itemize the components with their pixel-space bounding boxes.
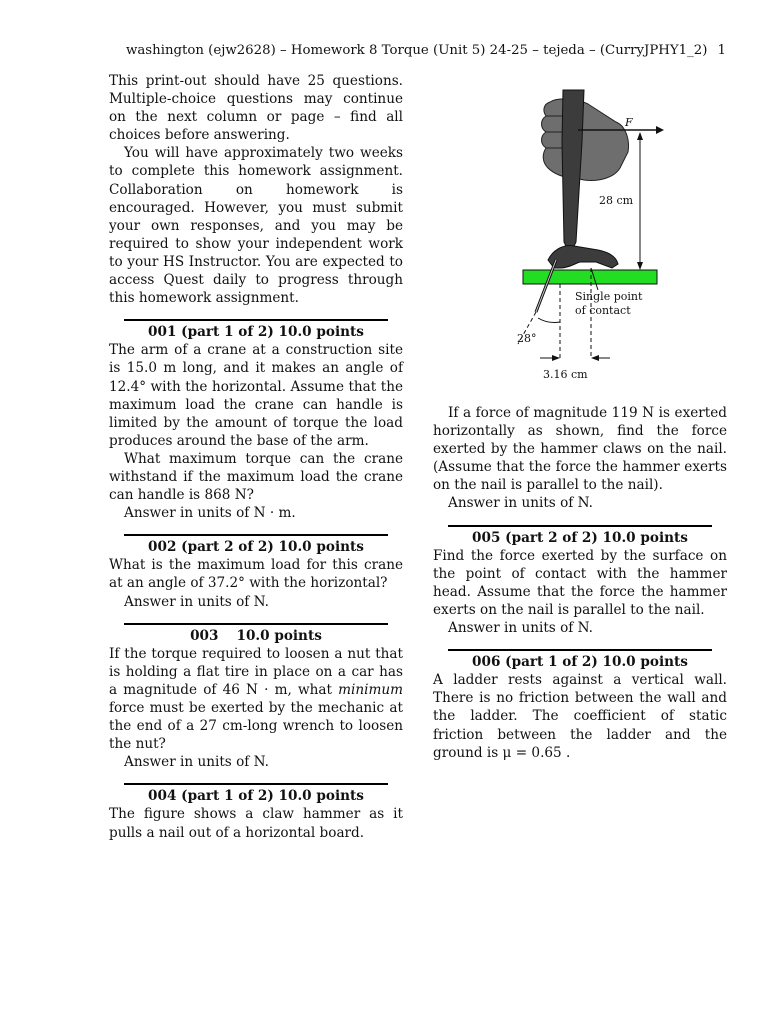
hammer-head — [548, 246, 618, 268]
question-003-text: If the torque required to loosen a nut that is holding a flat tire in place on a car has a magnitude of 46 N · m, what minimum force must be exerted by the mechanic at the end of a 27 cm-long wrench to loosen the nut? — [109, 645, 403, 753]
question-001-header: 001 (part 1 of 2) 10.0 points — [124, 319, 388, 341]
left-column — [109, 72, 403, 842]
question-003-header — [124, 623, 388, 645]
force-label: F — [625, 116, 633, 129]
hand-shape — [542, 99, 629, 181]
hammer-diagram — [488, 82, 668, 382]
angle-label: 28° — [517, 332, 537, 345]
question-004-text: The figure shows a claw hammer as it pulls a nail out of a horizontal board. — [109, 806, 403, 841]
question-003-answer-units: Answer in units of N. — [124, 754, 269, 771]
distance-label: 3.16 cm — [543, 368, 588, 381]
page-header — [126, 42, 726, 60]
question-003-number: 003 — [190, 627, 219, 644]
intro-paragraph-1: This print-out should have 25 questions. Multiple-choice questions may continue on the next column or page – find all choices before answering. — [109, 73, 403, 144]
question-005-header: 005 (part 2 of 2) 10.0 points — [448, 525, 712, 547]
hammer-handle — [562, 90, 584, 250]
question-004-answer-units: Answer in units of N. — [448, 495, 593, 512]
question-004-header: 004 (part 1 of 2) 10.0 points — [124, 783, 388, 805]
contact-label-line-2: of contact — [575, 304, 631, 317]
question-002-header: 002 (part 2 of 2) 10.0 points — [124, 534, 388, 556]
question-003-points: 10.0 points — [236, 627, 322, 644]
contact-label-line-1: Single point — [575, 290, 643, 303]
question-006-header: 006 (part 1 of 2) 10.0 points — [448, 649, 712, 671]
board — [523, 270, 657, 284]
question-004-prompt: If a force of magnitude 119 N is exerted horizontally as shown, find the force exerted by the hammer claws on the nail. (Assume that the force the hammer exerts on the nail is parallel to the nail). — [433, 405, 727, 494]
question-002-answer-units: Answer in units of N. — [124, 593, 269, 610]
emphasis-minimum: minimum — [338, 681, 403, 698]
question-006-text: A ladder rests against a vertical wall. There is no friction between the wall and the ladder. The coefficient of static friction between the ladder and the ground is μ = 0.65 . — [433, 672, 727, 761]
right-column — [433, 82, 727, 762]
question-001-answer-units: Answer in units of N · m. — [124, 505, 296, 522]
question-001-prompt: What maximum torque can the crane withstand if the maximum load the crane can handle is 868 N? — [109, 450, 403, 504]
question-002-text: What is the maximum load for this crane at an angle of 37.2° with the horizontal? — [109, 557, 403, 592]
page-number: 1 — [717, 43, 726, 58]
question-005-answer-units: Answer in units of N. — [448, 620, 593, 637]
question-001-text: The arm of a crane at a construction site is 15.0 m long, and it makes an angle of 12.4° with the horizontal. Assume that the maximum load the crane can handle is limited by the amount of torque the load produces around the base of the arm. — [109, 342, 403, 449]
header-title: washington (ejw2628) – Homework 8 Torque (Unit 5) 24-25 – tejeda – (CurryJPHY1_2) — [126, 43, 708, 58]
question-005-text: Find the force exerted by the surface on the point of contact with the hammer head. Assume that the force the hammer exerts on the nail is parallel to the nail. — [433, 547, 727, 618]
height-label: 28 cm — [599, 194, 634, 207]
intro-paragraph-2: You will have approximately two weeks to complete this homework assignment. Collaboration on homework is encouraged. However, you must submit your own responses, and you may be required to show your independent work to your HS Instructor. You are expected to access Quest daily to progress through this homework assignment. — [109, 145, 403, 307]
claw-hammer-figure — [433, 82, 727, 404]
